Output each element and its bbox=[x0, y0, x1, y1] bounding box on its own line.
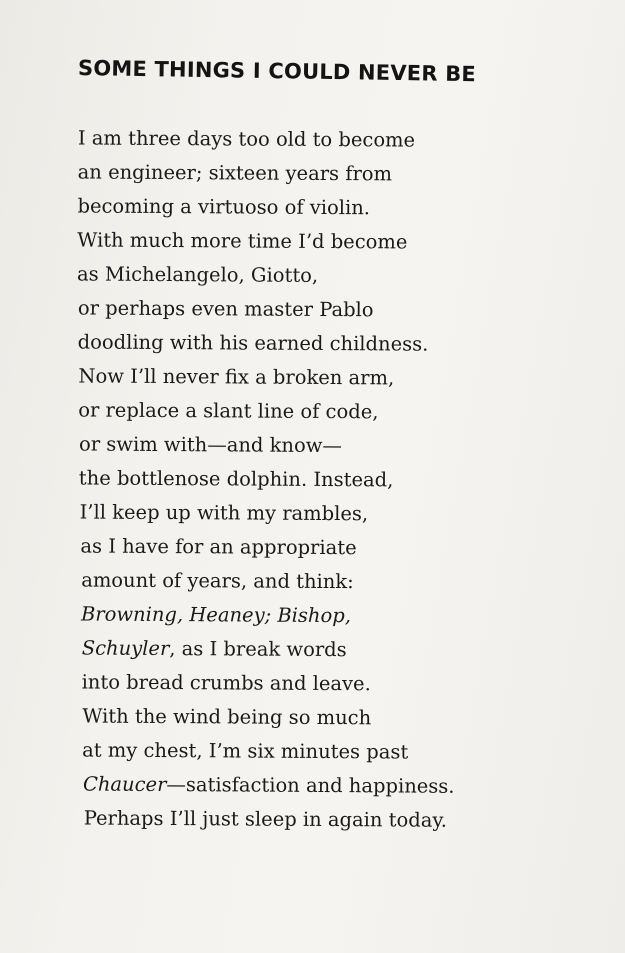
poem-line-3: becoming a virtuoso of violin. bbox=[77, 194, 371, 220]
poem-line-14: amount of years, and think: bbox=[81, 568, 354, 594]
poem-line-20-rest: —satisfaction and happiness. bbox=[166, 773, 455, 798]
poem-line-6: or perhaps even master Pablo bbox=[77, 296, 374, 322]
poem-line-21: Perhaps I’ll just sleep in again today. bbox=[83, 806, 448, 832]
poem-line-20-italic: Chaucer bbox=[82, 772, 167, 797]
poem-line-8: Now I’ll never fix a broken arm, bbox=[78, 364, 395, 390]
poem-line-11: the bottlenose dolphin. Instead, bbox=[78, 466, 394, 492]
poem-line-18: With the wind being so much bbox=[82, 704, 372, 730]
poem-body bbox=[0, 126, 625, 832]
poem-line-10: or swim with—and know— bbox=[78, 432, 343, 458]
poem-line-12: I’ll keep up with my rambles, bbox=[79, 500, 369, 526]
poem-title: SOME THINGS I COULD NEVER BE bbox=[77, 56, 477, 87]
poem-line-5: as Michelangelo, Giotto, bbox=[77, 262, 319, 287]
poem-line-16 bbox=[82, 637, 347, 663]
poem-line-15: Browning, Heaney; Bishop, bbox=[80, 602, 352, 628]
poem-line-1: I am three days too old to become bbox=[77, 126, 416, 152]
poem-line-9: or replace a slant line of code, bbox=[78, 398, 379, 424]
poem-line-19: at my chest, I’m six minutes past bbox=[82, 738, 409, 764]
poem-line-16-italic: Schuyler bbox=[81, 636, 170, 661]
poem-line-13: as I have for an appropriate bbox=[80, 534, 357, 560]
poem-line-2: an engineer; sixteen years from bbox=[77, 160, 393, 186]
poem-line-7: doodling with his earned childness. bbox=[77, 330, 429, 356]
poem-line-4: With much more time I’d become bbox=[77, 228, 408, 254]
poem-line-16-rest: , as I break words bbox=[169, 637, 347, 662]
poem-line-17: into bread crumbs and leave. bbox=[81, 670, 371, 696]
poem-line-20 bbox=[83, 773, 455, 799]
